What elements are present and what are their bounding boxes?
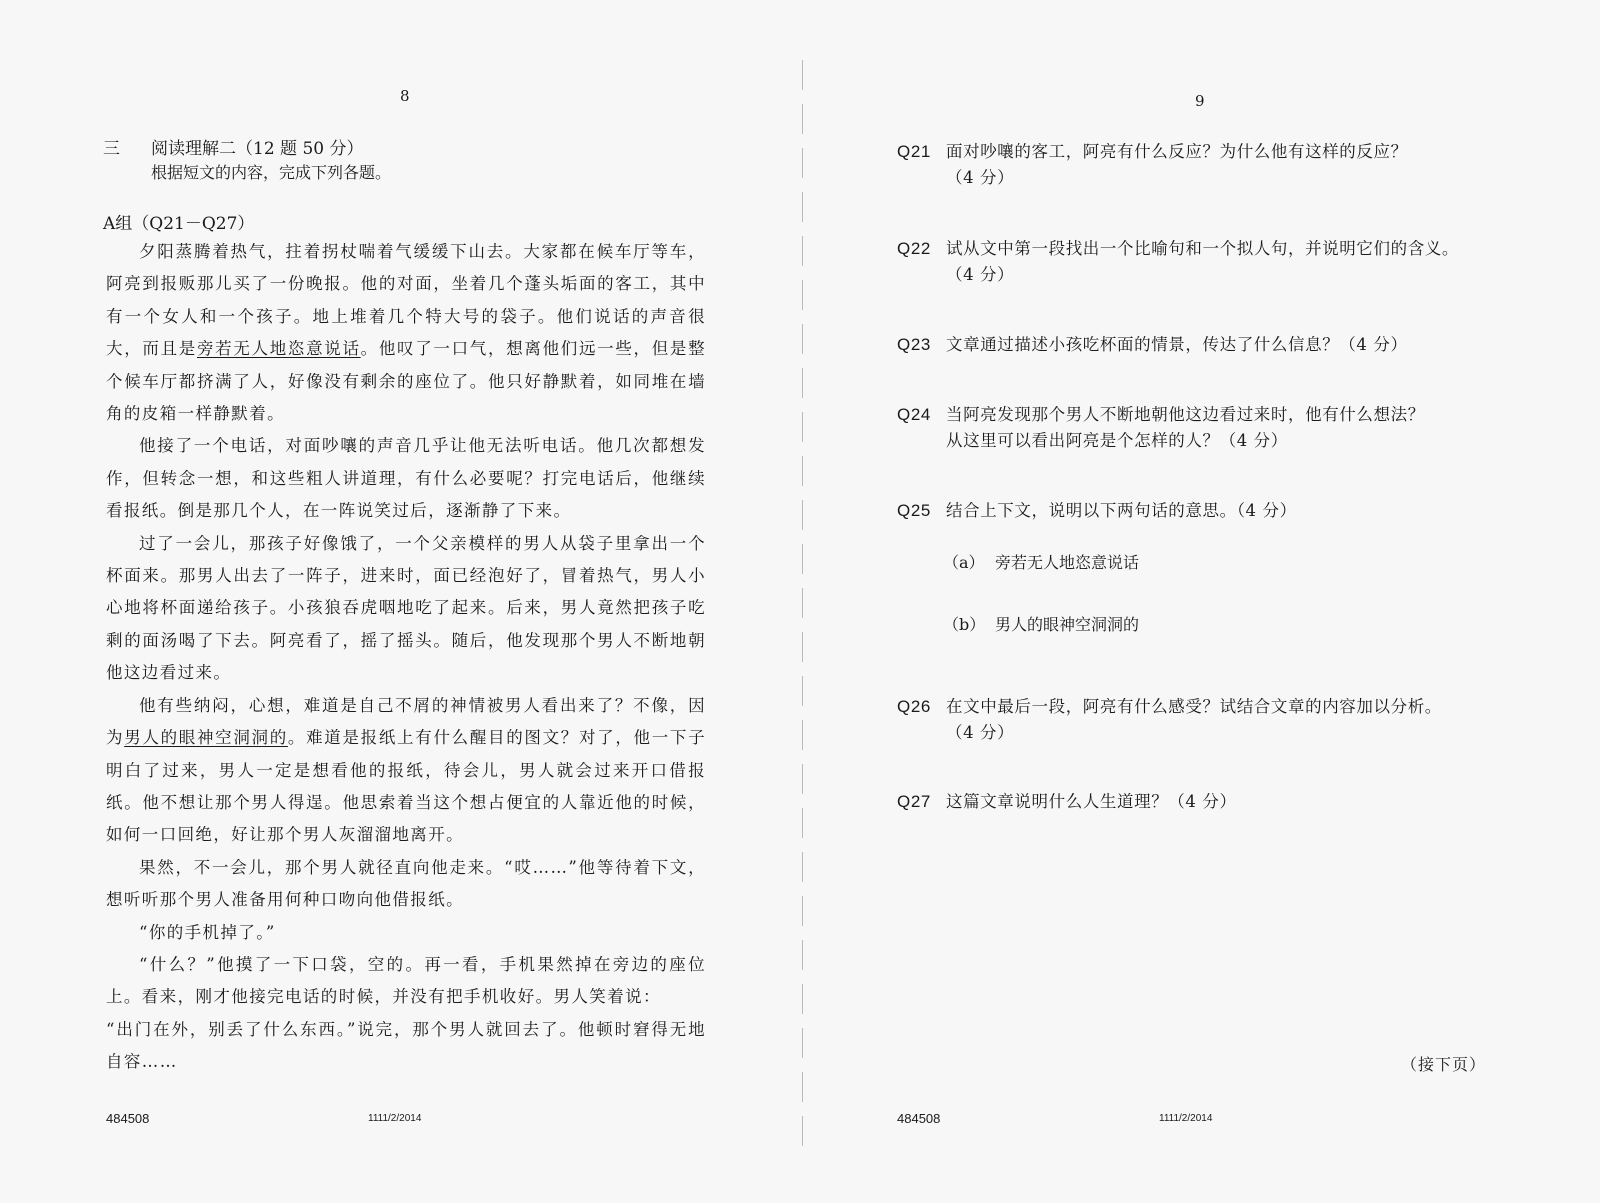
passage-paragraph: 过了一会儿，那孩子好像饿了，一个父亲模样的男人从袋子里拿出一个杯面来。那男人出去了一阵子，进来时，面已经泡好了，冒着热气，男人小心地将杯面递给孩子。小孩狼吞虎咽地吃了起来。后来，男人竟然把孩子吃剩的面汤喝了下去。阿亮看了，摇了摇头。随后，他发现那个男人不断地朝他这边看过来。 xyxy=(106,533,706,683)
paragraph-text: 他有些纳闷，心想，难道是自己不屑的神情被男人看出来了？不像，因为 xyxy=(106,695,706,748)
question-number: Q24 xyxy=(897,405,931,424)
passage-paragraph: “你的手机掉了。” xyxy=(139,922,276,942)
q25-part-b xyxy=(943,612,1139,635)
question-number: Q26 xyxy=(897,697,931,716)
page-number: 9 xyxy=(1195,92,1205,110)
passage-paragraph xyxy=(106,236,706,430)
footer-code: 484508 xyxy=(897,1111,941,1126)
question-number: Q22 xyxy=(897,239,931,258)
section-heading xyxy=(103,134,363,159)
footer-date: 1111/2/2014 xyxy=(1159,1113,1213,1124)
footer-date: 1111/2/2014 xyxy=(368,1113,422,1124)
paragraph-text: 。难道是报纸上有什么醒目的图文？对了，他一下子明白了过来，男人一定是想看他的报纸，待会儿，男人就会过来开口借报纸。他不想让那个男人得逞。他思索着当这个想占便宜的人靠近他的时候，如何一口回绝，好让那个男人灰溜溜地离开。 xyxy=(106,728,707,845)
part-text: 男人的眼神空洞洞的 xyxy=(995,615,1140,634)
part-label: （b） xyxy=(943,615,986,634)
question-number: Q25 xyxy=(897,501,931,520)
question-text: 文章通过描述小孩吃杯面的情景，传达了什么信息？（4 分） xyxy=(946,335,1408,354)
passage-paragraph: “出门在外，别丢了什么东西。”说完，那个男人就回去了。他顿时窘得无地自容…… xyxy=(106,1019,706,1072)
underlined-phrase-a: 旁若无人地恣意说话 xyxy=(196,339,361,359)
question-text: 在文中最后一段，阿亮有什么感受？试结合文章的内容加以分析。 xyxy=(946,697,1442,716)
question-number: Q27 xyxy=(897,792,931,811)
page-number: 8 xyxy=(400,87,410,105)
question-marks: （4 分） xyxy=(946,723,1015,742)
underlined-phrase-b: 男人的眼神空洞洞的 xyxy=(124,728,288,748)
question-q25 xyxy=(897,498,1487,524)
part-text: 旁若无人地恣意说话 xyxy=(995,553,1140,572)
question-number: Q21 xyxy=(897,142,931,161)
group-label: A组（Q21－Q27） xyxy=(103,214,255,234)
question-q24 xyxy=(897,402,1487,454)
question-number: Q23 xyxy=(897,335,931,354)
passage-paragraph: 果然，不一会儿，那个男人就径直向他走来。“哎……”他等待着下文，想听听那个男人准备用何种口吻向他借报纸。 xyxy=(106,857,706,910)
section-instruction: 根据短文的内容，完成下列各题。 xyxy=(151,163,392,182)
question-q22 xyxy=(897,236,1487,288)
question-text: 试从文中第一段找出一个比喻句和一个拟人句，并说明它们的含义。（4 分） xyxy=(946,239,1459,284)
paragraph-text: 夕阳蒸腾着热气，拄着拐杖喘着气缓缓下山去。大家都在候车厅等车，阿亮到报贩那儿买了一份晚报。他的对面，坐着几个蓬头垢面的客工，其中有一个女人和一个孩子。地上堆着几个特大号的袋子。他们说话的声音很大，而且是 xyxy=(106,242,706,359)
continue-note: （接下页） xyxy=(1401,1055,1487,1074)
question-q23 xyxy=(897,332,1487,358)
section-number: 三 xyxy=(103,139,120,159)
reading-passage xyxy=(106,236,706,1079)
question-q21 xyxy=(897,139,1487,191)
q25-part-a xyxy=(943,550,1139,573)
question-q26 xyxy=(897,694,1487,746)
question-text: 这篇文章说明什么人生道理？（4 分） xyxy=(946,792,1237,811)
passage-paragraph xyxy=(106,690,706,852)
question-q27 xyxy=(897,789,1487,815)
question-marks: （4 分） xyxy=(946,168,1015,187)
question-text-line2: 从这里可以看出阿亮是个怎样的人？（4 分） xyxy=(946,431,1288,450)
question-text: 结合上下文，说明以下两句话的意思。（4 分） xyxy=(946,501,1297,520)
question-text: 当阿亮发现那个男人不断地朝他这边看过来时，他有什么想法？ xyxy=(946,405,1425,424)
passage-paragraph: 他接了一个电话，对面吵嚷的声音几乎让他无法听电话。他几次都想发作，但转念一想，和这些粗人讲道理，有什么必要呢？打完电话后，他继续看报纸。倒是那几个人，在一阵说笑过后，逐渐静了下来。 xyxy=(106,436,706,521)
passage-paragraph: “什么？”他摸了一下口袋，空的。再一看，手机果然掉在旁边的座位上。看来，刚才他接完电话的时候，并没有把手机收好。男人笑着说： xyxy=(106,954,706,1007)
part-label: （a） xyxy=(943,553,985,572)
paragraph-text: 。他叹了一口气，想离他们远一些，但是整个候车厅都挤满了人，好像没有剩余的座位了。他只好静默着，如同堆在墙角的皮箱一样静默着。 xyxy=(106,339,706,424)
section-title: 阅读理解二（12 题 50 分） xyxy=(151,139,364,159)
question-text: 面对吵嚷的客工，阿亮有什么反应？为什么他有这样的反应？ xyxy=(946,142,1408,161)
footer-code: 484508 xyxy=(106,1111,150,1126)
